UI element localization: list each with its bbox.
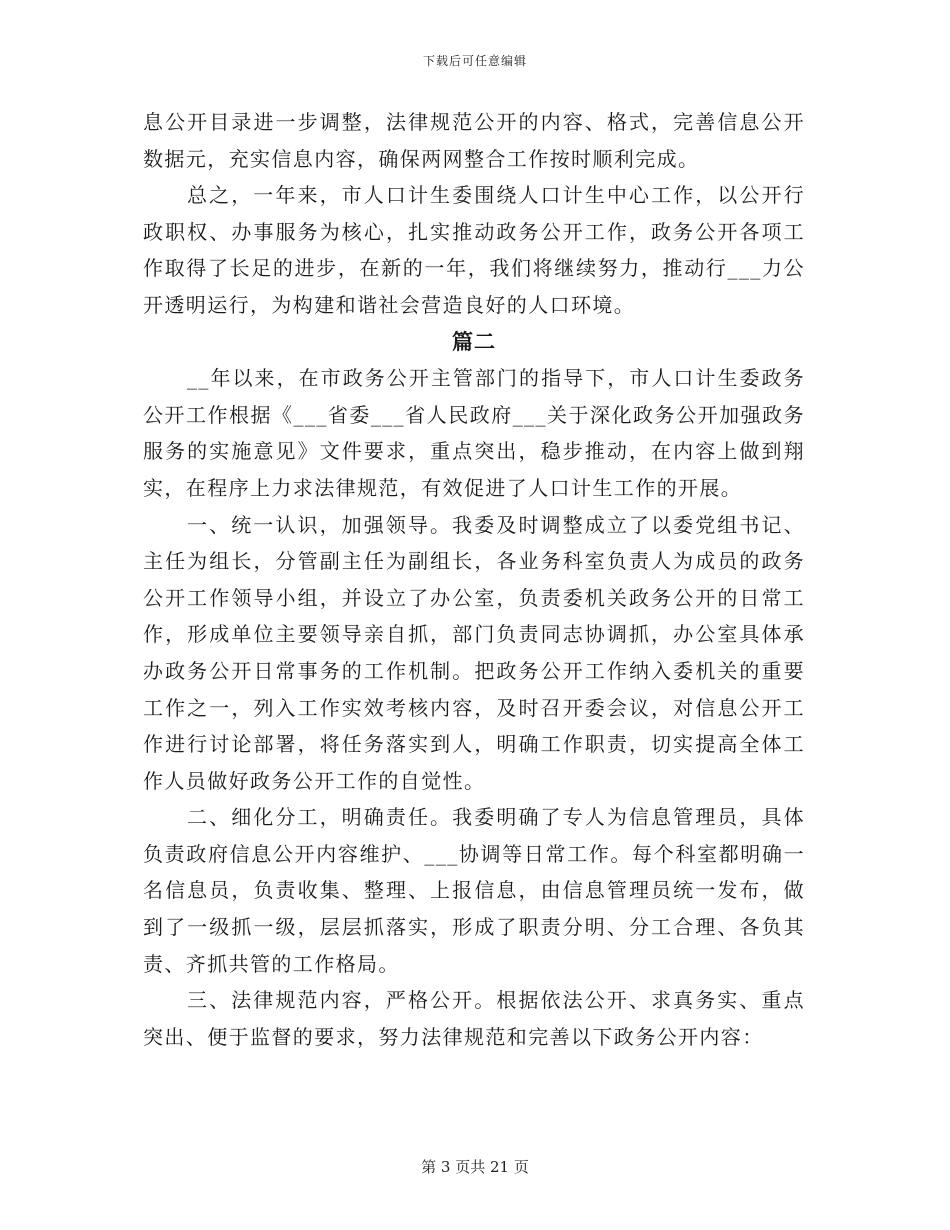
paragraph-point-three: 三、法律规范内容，严格公开。根据依法公开、求真务实、重点突出、便于监督的要求，努力法律规范和完善以下政务公开内容： bbox=[143, 988, 805, 1049]
section-title: 篇二 bbox=[452, 329, 496, 354]
paragraph-intro: __年以来，在市政务公开主管部门的指导下，市人口计生委政务公开工作根据《___省委___省人民政府___关于深化政务公开加强政务服务的实施意见》文件要求，重点突出，稳步推动，在内容上做到翔实，在程序上力求法律规范，有效促进了人口计生工作的开展。 bbox=[143, 366, 805, 500]
paragraph-point-one: 一、统一认识，加强领导。我委及时调整成立了以委党组书记、主任为组长，分管副主任为副组长，各业务科室负责人为成员的政务公开工作领导小组，并设立了办公室，负责委机关政务公开的日常工作，形成单位主要领导亲自抓，部门负责同志协调抓，办公室具体承办政务公开日常事务的工作机制。把政务公开工作纳入委机关的重要工作之一，列入工作实效考核内容，及时召开委会议，对信息公开工作进行讨论部署，将任务落实到人，明确工作职责，切实提高全体工作人员做好政务公开工作的自觉性。 bbox=[143, 512, 805, 793]
page-footer: 第 3 页共 21 页 bbox=[421, 1158, 529, 1176]
paragraph-summary: 总之，一年来，市人口计生委围绕人口计生中心工作，以公开行政职权、办事服务为核心，扎实推动政务公开工作，政务公开各项工作取得了长足的进步，在新的一年，我们将继续努力，推动行___力公开透明运行，为构建和谐社会营造良好的人口环境。 bbox=[143, 183, 805, 317]
paragraph-point-two: 二、细化分工，明确责任。我委明确了专人为信息管理员，具体负责政府信息公开内容维护、___协调等日常工作。每个科室都明确一名信息员，负责收集、整理、上报信息，由信息管理员统一发布，做到了一级抓一级，层层抓落实，形成了职责分明、分工合理、各负其责、齐抓共管的工作格局。 bbox=[143, 805, 805, 976]
document-body bbox=[143, 104, 805, 1055]
paragraph-continuation: 息公开目录进一步调整，法律规范公开的内容、格式，完善信息公开数据元，充实信息内容，确保两网整合工作按时顺利完成。 bbox=[143, 110, 805, 171]
page-header: 下载后可任意编辑 bbox=[422, 54, 527, 68]
